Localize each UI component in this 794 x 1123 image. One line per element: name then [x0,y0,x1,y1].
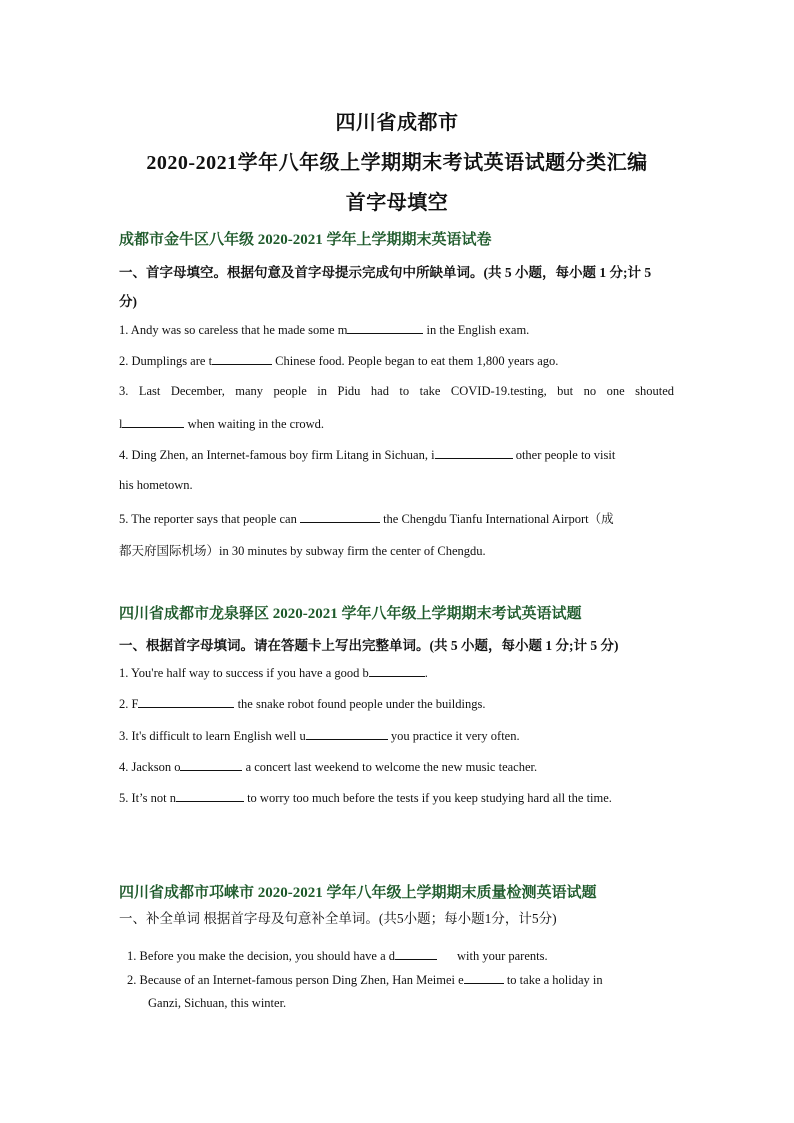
section-3-question-1 [127,948,674,964]
section-3-title: 四川省成都市邛崃市 2020-2021 学年八年级上学期期末质量检测英语试题 [119,885,597,901]
answer-blank[interactable] [138,696,234,708]
question-text: 2. Because of an Internet-famous person Ding Zhen, Han Meimei e [127,973,464,987]
answer-blank[interactable] [395,948,437,960]
section-3-instruction: 一、补全单词 根据首字母及句意补全单词。(共5小题；每小题1分，计5分) [119,911,557,926]
question-text: l [119,417,123,431]
question-text: 2. Dumplings are t [119,354,213,368]
question-text: 1. You're half way to success if you have a good b [119,666,369,680]
answer-blank[interactable] [122,416,184,428]
question-text: 4. Jackson o [119,760,181,774]
section-1-question-1 [119,322,674,338]
section-1-instruction-line2: 分) [119,294,137,309]
question-text: to worry too much before the tests if you keep studying hard all the time. [243,791,612,805]
section-2-question-5 [119,790,674,806]
question-text: 2. F [119,697,139,711]
section-2-instruction: 一、根据首字母填词。请在答题卡上写出完整单词。(共 5 小题，每小题 1 分;计 5 分) [119,638,619,653]
answer-blank[interactable] [464,972,504,984]
section-3-question-2-cont: Ganzi, Sichuan, this winter. [148,996,287,1010]
section-2-title: 四川省成都市龙泉驿区 2020-2021 学年八年级上学期期末考试英语试题 [119,606,582,622]
question-text: 3. It's difficult to learn English well u [119,729,306,743]
answer-blank[interactable] [180,759,242,771]
question-text: other people to visit [512,448,616,462]
answer-blank[interactable] [435,447,513,459]
question-text: 5. The reporter says that people can [119,512,300,526]
section-1-instruction-line1: 一、首字母填空。根据句意及首字母提示完成句中所缺单词。(共 5 小题，每小题 1 分;计 5 [119,265,652,280]
question-text: 1. Before you make the decision, you should have a d [127,949,395,963]
question-text: 1. Andy was so careless that he made some m [119,323,348,337]
section-1-question-5 [119,509,674,527]
question-text: 5. It’s not n [119,791,176,805]
section-1-question-5-cont: 都天府国际机场）in 30 minutes by subway firm the center of Chengdu. [119,544,486,558]
answer-blank[interactable] [212,353,272,365]
answer-blank[interactable] [306,728,388,740]
question-text: a concert last weekend to welcome the new music teacher. [242,760,538,774]
question-text: with your parents. [457,949,548,963]
section-1-instruction [119,261,651,281]
answer-blank[interactable] [300,511,380,523]
answer-blank[interactable] [176,790,244,802]
section-1-question-4-cont: his hometown. [119,478,193,492]
question-text: . [424,666,428,680]
section-3-question-2 [127,972,674,988]
question-text: when waiting in the crowd. [184,417,325,431]
section-1-title: 成都市金牛区八年级 2020-2021 学年上学期期末英语试卷 [119,232,492,248]
question-text: 4. Ding Zhen, an Internet-famous boy firm Litang in Sichuan, i [119,448,435,462]
section-1-question-3-cont [119,416,674,432]
answer-blank[interactable] [369,665,425,677]
answer-blank[interactable] [347,322,423,334]
header-title-region: 四川省成都市 [335,112,459,134]
question-text: to take a holiday in [503,973,603,987]
section-1-question-2 [119,353,674,369]
question-text: the Chengdu Tianfu International Airport（成 [379,512,614,526]
header-title-main: 2020-2021学年八年级上学期期末考试英语试题分类汇编 [146,152,648,174]
question-text: in the English exam. [423,323,530,337]
section-2-question-3 [119,728,674,744]
question-text: Chinese food. People began to eat them 1,800 years ago. [272,354,559,368]
question-text: you practice it very often. [387,729,520,743]
section-2-question-4 [119,759,674,775]
question-text: the snake robot found people under the buildings. [234,697,486,711]
section-2-question-2 [119,696,674,712]
section-2-question-1 [119,665,674,681]
section-1-question-4 [119,447,674,463]
section-1-question-3: 3. Last December, many people in Pidu had to take COVID-19.testing, but no one shouted [119,384,674,398]
header-title-topic: 首字母填空 [345,192,449,214]
